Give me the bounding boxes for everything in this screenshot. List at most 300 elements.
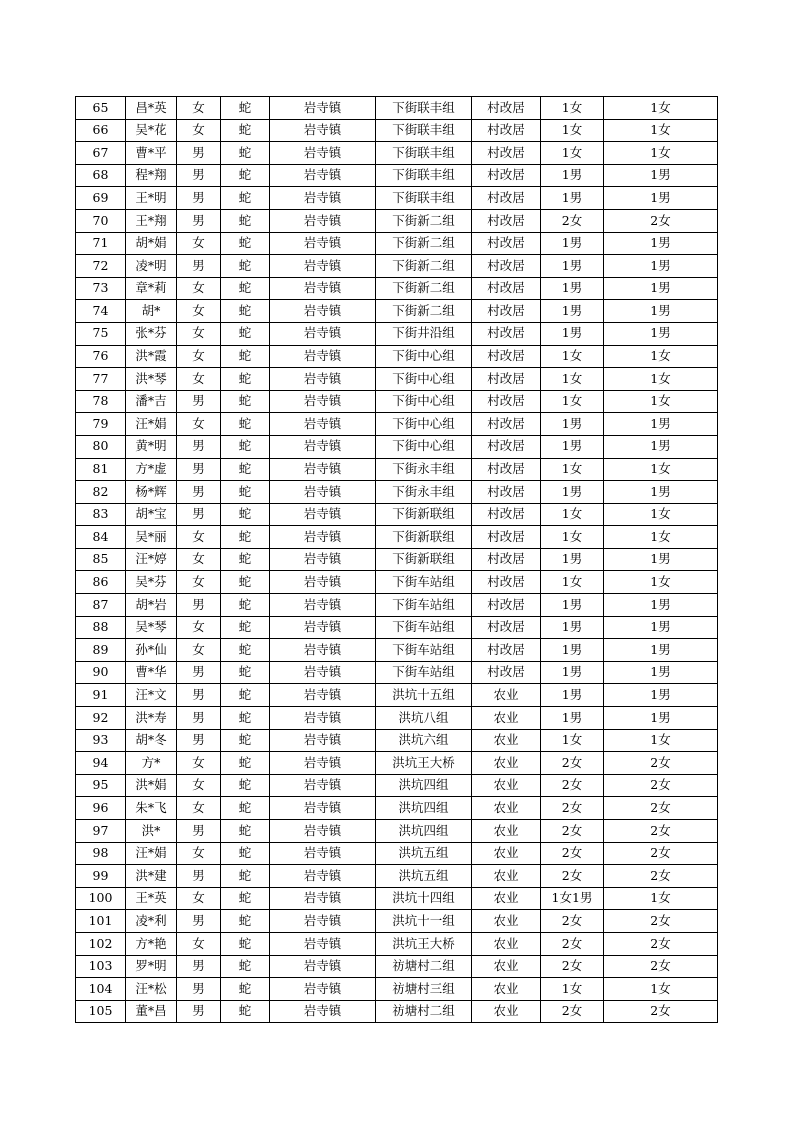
cell-children: 1男 xyxy=(541,639,604,662)
cell-name: 汪*娟 xyxy=(126,413,177,436)
cell-children-recorded: 1女 xyxy=(604,503,718,526)
cell-zodiac: 蛇 xyxy=(221,368,270,391)
cell-number: 83 xyxy=(76,503,126,526)
cell-zodiac: 蛇 xyxy=(221,232,270,255)
cell-category: 村改居 xyxy=(472,368,541,391)
cell-town: 岩寺镇 xyxy=(270,209,376,232)
cell-name: 胡* xyxy=(126,300,177,323)
cell-town: 岩寺镇 xyxy=(270,277,376,300)
cell-category: 农业 xyxy=(472,842,541,865)
cell-town: 岩寺镇 xyxy=(270,481,376,504)
cell-number: 103 xyxy=(76,955,126,978)
cell-name: 罗*明 xyxy=(126,955,177,978)
cell-gender: 男 xyxy=(177,458,221,481)
cell-name: 吴*琴 xyxy=(126,616,177,639)
cell-town: 岩寺镇 xyxy=(270,752,376,775)
table-row xyxy=(76,390,718,413)
table-row xyxy=(76,232,718,255)
cell-town: 岩寺镇 xyxy=(270,571,376,594)
cell-number: 94 xyxy=(76,752,126,775)
cell-gender: 女 xyxy=(177,277,221,300)
cell-zodiac: 蛇 xyxy=(221,209,270,232)
cell-zodiac: 蛇 xyxy=(221,752,270,775)
table-row xyxy=(76,435,718,458)
cell-gender: 男 xyxy=(177,729,221,752)
cell-category: 村改居 xyxy=(472,97,541,120)
cell-name: 曹*平 xyxy=(126,142,177,165)
cell-children-recorded: 1男 xyxy=(604,684,718,707)
records-table xyxy=(75,96,718,1023)
cell-category: 村改居 xyxy=(472,390,541,413)
cell-town: 岩寺镇 xyxy=(270,978,376,1001)
cell-zodiac: 蛇 xyxy=(221,842,270,865)
cell-category: 村改居 xyxy=(472,616,541,639)
cell-zodiac: 蛇 xyxy=(221,684,270,707)
cell-town: 岩寺镇 xyxy=(270,255,376,278)
cell-town: 岩寺镇 xyxy=(270,119,376,142)
table-row xyxy=(76,910,718,933)
table-row xyxy=(76,887,718,910)
cell-category: 农业 xyxy=(472,797,541,820)
cell-children: 1女 xyxy=(541,119,604,142)
cell-children: 1女 xyxy=(541,390,604,413)
cell-children: 1男 xyxy=(541,164,604,187)
cell-town: 岩寺镇 xyxy=(270,887,376,910)
cell-town: 岩寺镇 xyxy=(270,97,376,120)
table-row xyxy=(76,322,718,345)
cell-category: 农业 xyxy=(472,910,541,933)
cell-children: 1男 xyxy=(541,548,604,571)
cell-children: 1男 xyxy=(541,481,604,504)
cell-gender: 女 xyxy=(177,571,221,594)
cell-zodiac: 蛇 xyxy=(221,390,270,413)
cell-number: 90 xyxy=(76,661,126,684)
cell-town: 岩寺镇 xyxy=(270,503,376,526)
table-row xyxy=(76,684,718,707)
cell-zodiac: 蛇 xyxy=(221,164,270,187)
cell-town: 岩寺镇 xyxy=(270,865,376,888)
cell-name: 洪* xyxy=(126,820,177,843)
cell-gender: 女 xyxy=(177,345,221,368)
cell-children-recorded: 1女 xyxy=(604,729,718,752)
cell-number: 65 xyxy=(76,97,126,120)
cell-gender: 男 xyxy=(177,255,221,278)
cell-number: 97 xyxy=(76,820,126,843)
cell-children-recorded: 2女 xyxy=(604,842,718,865)
cell-category: 村改居 xyxy=(472,413,541,436)
cell-number: 91 xyxy=(76,684,126,707)
cell-children: 1女 xyxy=(541,978,604,1001)
cell-category: 村改居 xyxy=(472,255,541,278)
table-row xyxy=(76,594,718,617)
cell-group: 洪坑八组 xyxy=(376,707,472,730)
cell-name: 杨*辉 xyxy=(126,481,177,504)
cell-children-recorded: 1男 xyxy=(604,413,718,436)
cell-category: 村改居 xyxy=(472,277,541,300)
cell-children: 1男 xyxy=(541,300,604,323)
cell-gender: 女 xyxy=(177,752,221,775)
cell-children-recorded: 2女 xyxy=(604,797,718,820)
cell-number: 101 xyxy=(76,910,126,933)
cell-name: 胡*冬 xyxy=(126,729,177,752)
cell-group: 洪坑十五组 xyxy=(376,684,472,707)
cell-zodiac: 蛇 xyxy=(221,978,270,1001)
cell-gender: 女 xyxy=(177,526,221,549)
cell-gender: 男 xyxy=(177,187,221,210)
cell-category: 村改居 xyxy=(472,458,541,481)
cell-children: 1男 xyxy=(541,661,604,684)
cell-gender: 女 xyxy=(177,842,221,865)
records-table-body xyxy=(76,97,718,1023)
table-row xyxy=(76,729,718,752)
cell-zodiac: 蛇 xyxy=(221,322,270,345)
cell-zodiac: 蛇 xyxy=(221,774,270,797)
cell-town: 岩寺镇 xyxy=(270,232,376,255)
cell-children-recorded: 1男 xyxy=(604,187,718,210)
cell-zodiac: 蛇 xyxy=(221,458,270,481)
cell-category: 农业 xyxy=(472,978,541,1001)
table-row xyxy=(76,255,718,278)
cell-zodiac: 蛇 xyxy=(221,729,270,752)
cell-group: 祊塘村三组 xyxy=(376,978,472,1001)
cell-gender: 女 xyxy=(177,616,221,639)
cell-number: 81 xyxy=(76,458,126,481)
cell-category: 村改居 xyxy=(472,639,541,662)
cell-number: 77 xyxy=(76,368,126,391)
cell-town: 岩寺镇 xyxy=(270,820,376,843)
cell-children-recorded: 1男 xyxy=(604,548,718,571)
cell-children-recorded: 1男 xyxy=(604,164,718,187)
cell-group: 洪坑四组 xyxy=(376,774,472,797)
cell-category: 农业 xyxy=(472,932,541,955)
cell-group: 下街新二组 xyxy=(376,255,472,278)
cell-children: 2女 xyxy=(541,910,604,933)
cell-name: 汪*松 xyxy=(126,978,177,1001)
cell-category: 农业 xyxy=(472,820,541,843)
cell-category: 村改居 xyxy=(472,526,541,549)
cell-town: 岩寺镇 xyxy=(270,345,376,368)
cell-zodiac: 蛇 xyxy=(221,277,270,300)
table-row xyxy=(76,277,718,300)
cell-group: 下街中心组 xyxy=(376,390,472,413)
cell-gender: 男 xyxy=(177,1000,221,1023)
cell-name: 程*翔 xyxy=(126,164,177,187)
cell-number: 82 xyxy=(76,481,126,504)
cell-zodiac: 蛇 xyxy=(221,142,270,165)
cell-category: 农业 xyxy=(472,684,541,707)
cell-children-recorded: 1男 xyxy=(604,481,718,504)
table-row xyxy=(76,368,718,391)
cell-children-recorded: 1女 xyxy=(604,119,718,142)
cell-children: 1女 xyxy=(541,729,604,752)
cell-name: 张*芬 xyxy=(126,322,177,345)
cell-children: 2女 xyxy=(541,752,604,775)
table-row xyxy=(76,526,718,549)
cell-town: 岩寺镇 xyxy=(270,1000,376,1023)
cell-group: 祊塘村二组 xyxy=(376,1000,472,1023)
cell-name: 孙*仙 xyxy=(126,639,177,662)
cell-children-recorded: 1女 xyxy=(604,345,718,368)
cell-zodiac: 蛇 xyxy=(221,797,270,820)
cell-town: 岩寺镇 xyxy=(270,322,376,345)
table-row xyxy=(76,300,718,323)
cell-number: 68 xyxy=(76,164,126,187)
cell-gender: 男 xyxy=(177,865,221,888)
cell-zodiac: 蛇 xyxy=(221,255,270,278)
cell-group: 下街联丰组 xyxy=(376,119,472,142)
cell-gender: 男 xyxy=(177,978,221,1001)
cell-group: 下街联丰组 xyxy=(376,142,472,165)
cell-category: 村改居 xyxy=(472,209,541,232)
table-row xyxy=(76,413,718,436)
cell-gender: 女 xyxy=(177,413,221,436)
cell-children-recorded: 1男 xyxy=(604,255,718,278)
cell-gender: 男 xyxy=(177,435,221,458)
cell-zodiac: 蛇 xyxy=(221,910,270,933)
cell-town: 岩寺镇 xyxy=(270,639,376,662)
cell-name: 潘*吉 xyxy=(126,390,177,413)
cell-number: 100 xyxy=(76,887,126,910)
cell-group: 洪坑王大桥 xyxy=(376,752,472,775)
cell-category: 农业 xyxy=(472,1000,541,1023)
cell-zodiac: 蛇 xyxy=(221,1000,270,1023)
cell-gender: 女 xyxy=(177,119,221,142)
cell-zodiac: 蛇 xyxy=(221,119,270,142)
cell-number: 89 xyxy=(76,639,126,662)
cell-category: 村改居 xyxy=(472,187,541,210)
cell-gender: 男 xyxy=(177,684,221,707)
cell-group: 洪坑十四组 xyxy=(376,887,472,910)
cell-number: 69 xyxy=(76,187,126,210)
table-row xyxy=(76,842,718,865)
cell-name: 胡*宝 xyxy=(126,503,177,526)
cell-group: 下街新二组 xyxy=(376,209,472,232)
cell-group: 下街中心组 xyxy=(376,413,472,436)
cell-number: 86 xyxy=(76,571,126,594)
cell-zodiac: 蛇 xyxy=(221,526,270,549)
cell-number: 99 xyxy=(76,865,126,888)
cell-children: 1女 xyxy=(541,97,604,120)
cell-name: 洪*寿 xyxy=(126,707,177,730)
cell-gender: 男 xyxy=(177,209,221,232)
cell-number: 93 xyxy=(76,729,126,752)
cell-number: 67 xyxy=(76,142,126,165)
cell-zodiac: 蛇 xyxy=(221,97,270,120)
cell-number: 85 xyxy=(76,548,126,571)
cell-group: 下街车站组 xyxy=(376,571,472,594)
cell-name: 方*艳 xyxy=(126,932,177,955)
cell-town: 岩寺镇 xyxy=(270,661,376,684)
cell-group: 下街联丰组 xyxy=(376,97,472,120)
cell-name: 凌*利 xyxy=(126,910,177,933)
cell-zodiac: 蛇 xyxy=(221,345,270,368)
cell-children-recorded: 2女 xyxy=(604,209,718,232)
cell-gender: 男 xyxy=(177,390,221,413)
cell-children: 2女 xyxy=(541,842,604,865)
table-row xyxy=(76,752,718,775)
cell-children-recorded: 1男 xyxy=(604,661,718,684)
cell-number: 72 xyxy=(76,255,126,278)
cell-number: 80 xyxy=(76,435,126,458)
cell-gender: 女 xyxy=(177,639,221,662)
cell-number: 96 xyxy=(76,797,126,820)
cell-town: 岩寺镇 xyxy=(270,955,376,978)
table-row xyxy=(76,932,718,955)
cell-zodiac: 蛇 xyxy=(221,571,270,594)
cell-number: 104 xyxy=(76,978,126,1001)
cell-town: 岩寺镇 xyxy=(270,526,376,549)
cell-category: 村改居 xyxy=(472,503,541,526)
cell-children-recorded: 1男 xyxy=(604,277,718,300)
cell-children-recorded: 1男 xyxy=(604,322,718,345)
cell-group: 下街车站组 xyxy=(376,594,472,617)
cell-zodiac: 蛇 xyxy=(221,435,270,458)
cell-name: 汪*婷 xyxy=(126,548,177,571)
cell-town: 岩寺镇 xyxy=(270,842,376,865)
cell-gender: 男 xyxy=(177,820,221,843)
cell-number: 76 xyxy=(76,345,126,368)
cell-children-recorded: 1男 xyxy=(604,300,718,323)
cell-group: 下街联丰组 xyxy=(376,164,472,187)
table-row xyxy=(76,97,718,120)
cell-category: 村改居 xyxy=(472,661,541,684)
cell-category: 村改居 xyxy=(472,548,541,571)
table-row xyxy=(76,978,718,1001)
cell-town: 岩寺镇 xyxy=(270,910,376,933)
cell-category: 村改居 xyxy=(472,300,541,323)
cell-children-recorded: 1男 xyxy=(604,707,718,730)
cell-gender: 女 xyxy=(177,774,221,797)
cell-group: 洪坑王大桥 xyxy=(376,932,472,955)
cell-category: 村改居 xyxy=(472,481,541,504)
cell-town: 岩寺镇 xyxy=(270,413,376,436)
cell-name: 昌*英 xyxy=(126,97,177,120)
cell-children: 1男 xyxy=(541,707,604,730)
cell-group: 洪坑六组 xyxy=(376,729,472,752)
cell-name: 汪*娟 xyxy=(126,842,177,865)
cell-children-recorded: 1女 xyxy=(604,142,718,165)
cell-group: 下街车站组 xyxy=(376,661,472,684)
cell-name: 曹*华 xyxy=(126,661,177,684)
cell-name: 胡*娟 xyxy=(126,232,177,255)
cell-town: 岩寺镇 xyxy=(270,774,376,797)
cell-town: 岩寺镇 xyxy=(270,707,376,730)
cell-zodiac: 蛇 xyxy=(221,887,270,910)
cell-town: 岩寺镇 xyxy=(270,390,376,413)
cell-children: 1男 xyxy=(541,616,604,639)
cell-children: 1男 xyxy=(541,684,604,707)
table-row xyxy=(76,481,718,504)
cell-zodiac: 蛇 xyxy=(221,955,270,978)
cell-category: 农业 xyxy=(472,752,541,775)
cell-group: 洪坑四组 xyxy=(376,820,472,843)
table-row xyxy=(76,164,718,187)
cell-town: 岩寺镇 xyxy=(270,368,376,391)
cell-gender: 女 xyxy=(177,932,221,955)
cell-number: 66 xyxy=(76,119,126,142)
cell-group: 下街永丰组 xyxy=(376,458,472,481)
cell-children: 1女 xyxy=(541,142,604,165)
table-row xyxy=(76,458,718,481)
cell-number: 73 xyxy=(76,277,126,300)
cell-gender: 男 xyxy=(177,164,221,187)
cell-town: 岩寺镇 xyxy=(270,435,376,458)
cell-group: 下街新联组 xyxy=(376,526,472,549)
cell-name: 洪*娟 xyxy=(126,774,177,797)
cell-gender: 女 xyxy=(177,548,221,571)
cell-number: 79 xyxy=(76,413,126,436)
cell-name: 吴*芬 xyxy=(126,571,177,594)
cell-name: 汪*文 xyxy=(126,684,177,707)
cell-children: 2女 xyxy=(541,774,604,797)
cell-children: 1女 xyxy=(541,368,604,391)
cell-group: 下街永丰组 xyxy=(376,481,472,504)
cell-children: 1男 xyxy=(541,255,604,278)
cell-category: 村改居 xyxy=(472,232,541,255)
cell-number: 78 xyxy=(76,390,126,413)
cell-children-recorded: 1男 xyxy=(604,232,718,255)
cell-group: 下街中心组 xyxy=(376,345,472,368)
cell-group: 下街新联组 xyxy=(376,503,472,526)
cell-name: 董*昌 xyxy=(126,1000,177,1023)
cell-town: 岩寺镇 xyxy=(270,616,376,639)
cell-children-recorded: 1男 xyxy=(604,435,718,458)
cell-gender: 男 xyxy=(177,503,221,526)
cell-gender: 女 xyxy=(177,232,221,255)
cell-category: 村改居 xyxy=(472,142,541,165)
table-row xyxy=(76,774,718,797)
cell-group: 洪坑五组 xyxy=(376,865,472,888)
table-row xyxy=(76,119,718,142)
cell-children-recorded: 1女 xyxy=(604,978,718,1001)
cell-number: 87 xyxy=(76,594,126,617)
cell-category: 农业 xyxy=(472,865,541,888)
cell-zodiac: 蛇 xyxy=(221,503,270,526)
cell-children: 1女 xyxy=(541,503,604,526)
cell-number: 84 xyxy=(76,526,126,549)
cell-children: 1男 xyxy=(541,594,604,617)
cell-category: 村改居 xyxy=(472,345,541,368)
cell-zodiac: 蛇 xyxy=(221,616,270,639)
table-row xyxy=(76,865,718,888)
cell-number: 92 xyxy=(76,707,126,730)
cell-children: 2女 xyxy=(541,820,604,843)
cell-gender: 女 xyxy=(177,797,221,820)
table-row xyxy=(76,661,718,684)
cell-group: 下街中心组 xyxy=(376,435,472,458)
cell-group: 下街新二组 xyxy=(376,232,472,255)
cell-town: 岩寺镇 xyxy=(270,458,376,481)
cell-town: 岩寺镇 xyxy=(270,684,376,707)
cell-number: 88 xyxy=(76,616,126,639)
cell-town: 岩寺镇 xyxy=(270,300,376,323)
cell-group: 下街联丰组 xyxy=(376,187,472,210)
cell-category: 农业 xyxy=(472,774,541,797)
table-row xyxy=(76,1000,718,1023)
cell-name: 凌*明 xyxy=(126,255,177,278)
cell-group: 下街井沿组 xyxy=(376,322,472,345)
cell-zodiac: 蛇 xyxy=(221,481,270,504)
cell-group: 下街中心组 xyxy=(376,368,472,391)
cell-children-recorded: 2女 xyxy=(604,820,718,843)
table-row xyxy=(76,548,718,571)
cell-name: 王*明 xyxy=(126,187,177,210)
cell-children-recorded: 1男 xyxy=(604,616,718,639)
cell-children-recorded: 2女 xyxy=(604,1000,718,1023)
table-row xyxy=(76,187,718,210)
cell-children: 1男 xyxy=(541,435,604,458)
cell-group: 洪坑十一组 xyxy=(376,910,472,933)
